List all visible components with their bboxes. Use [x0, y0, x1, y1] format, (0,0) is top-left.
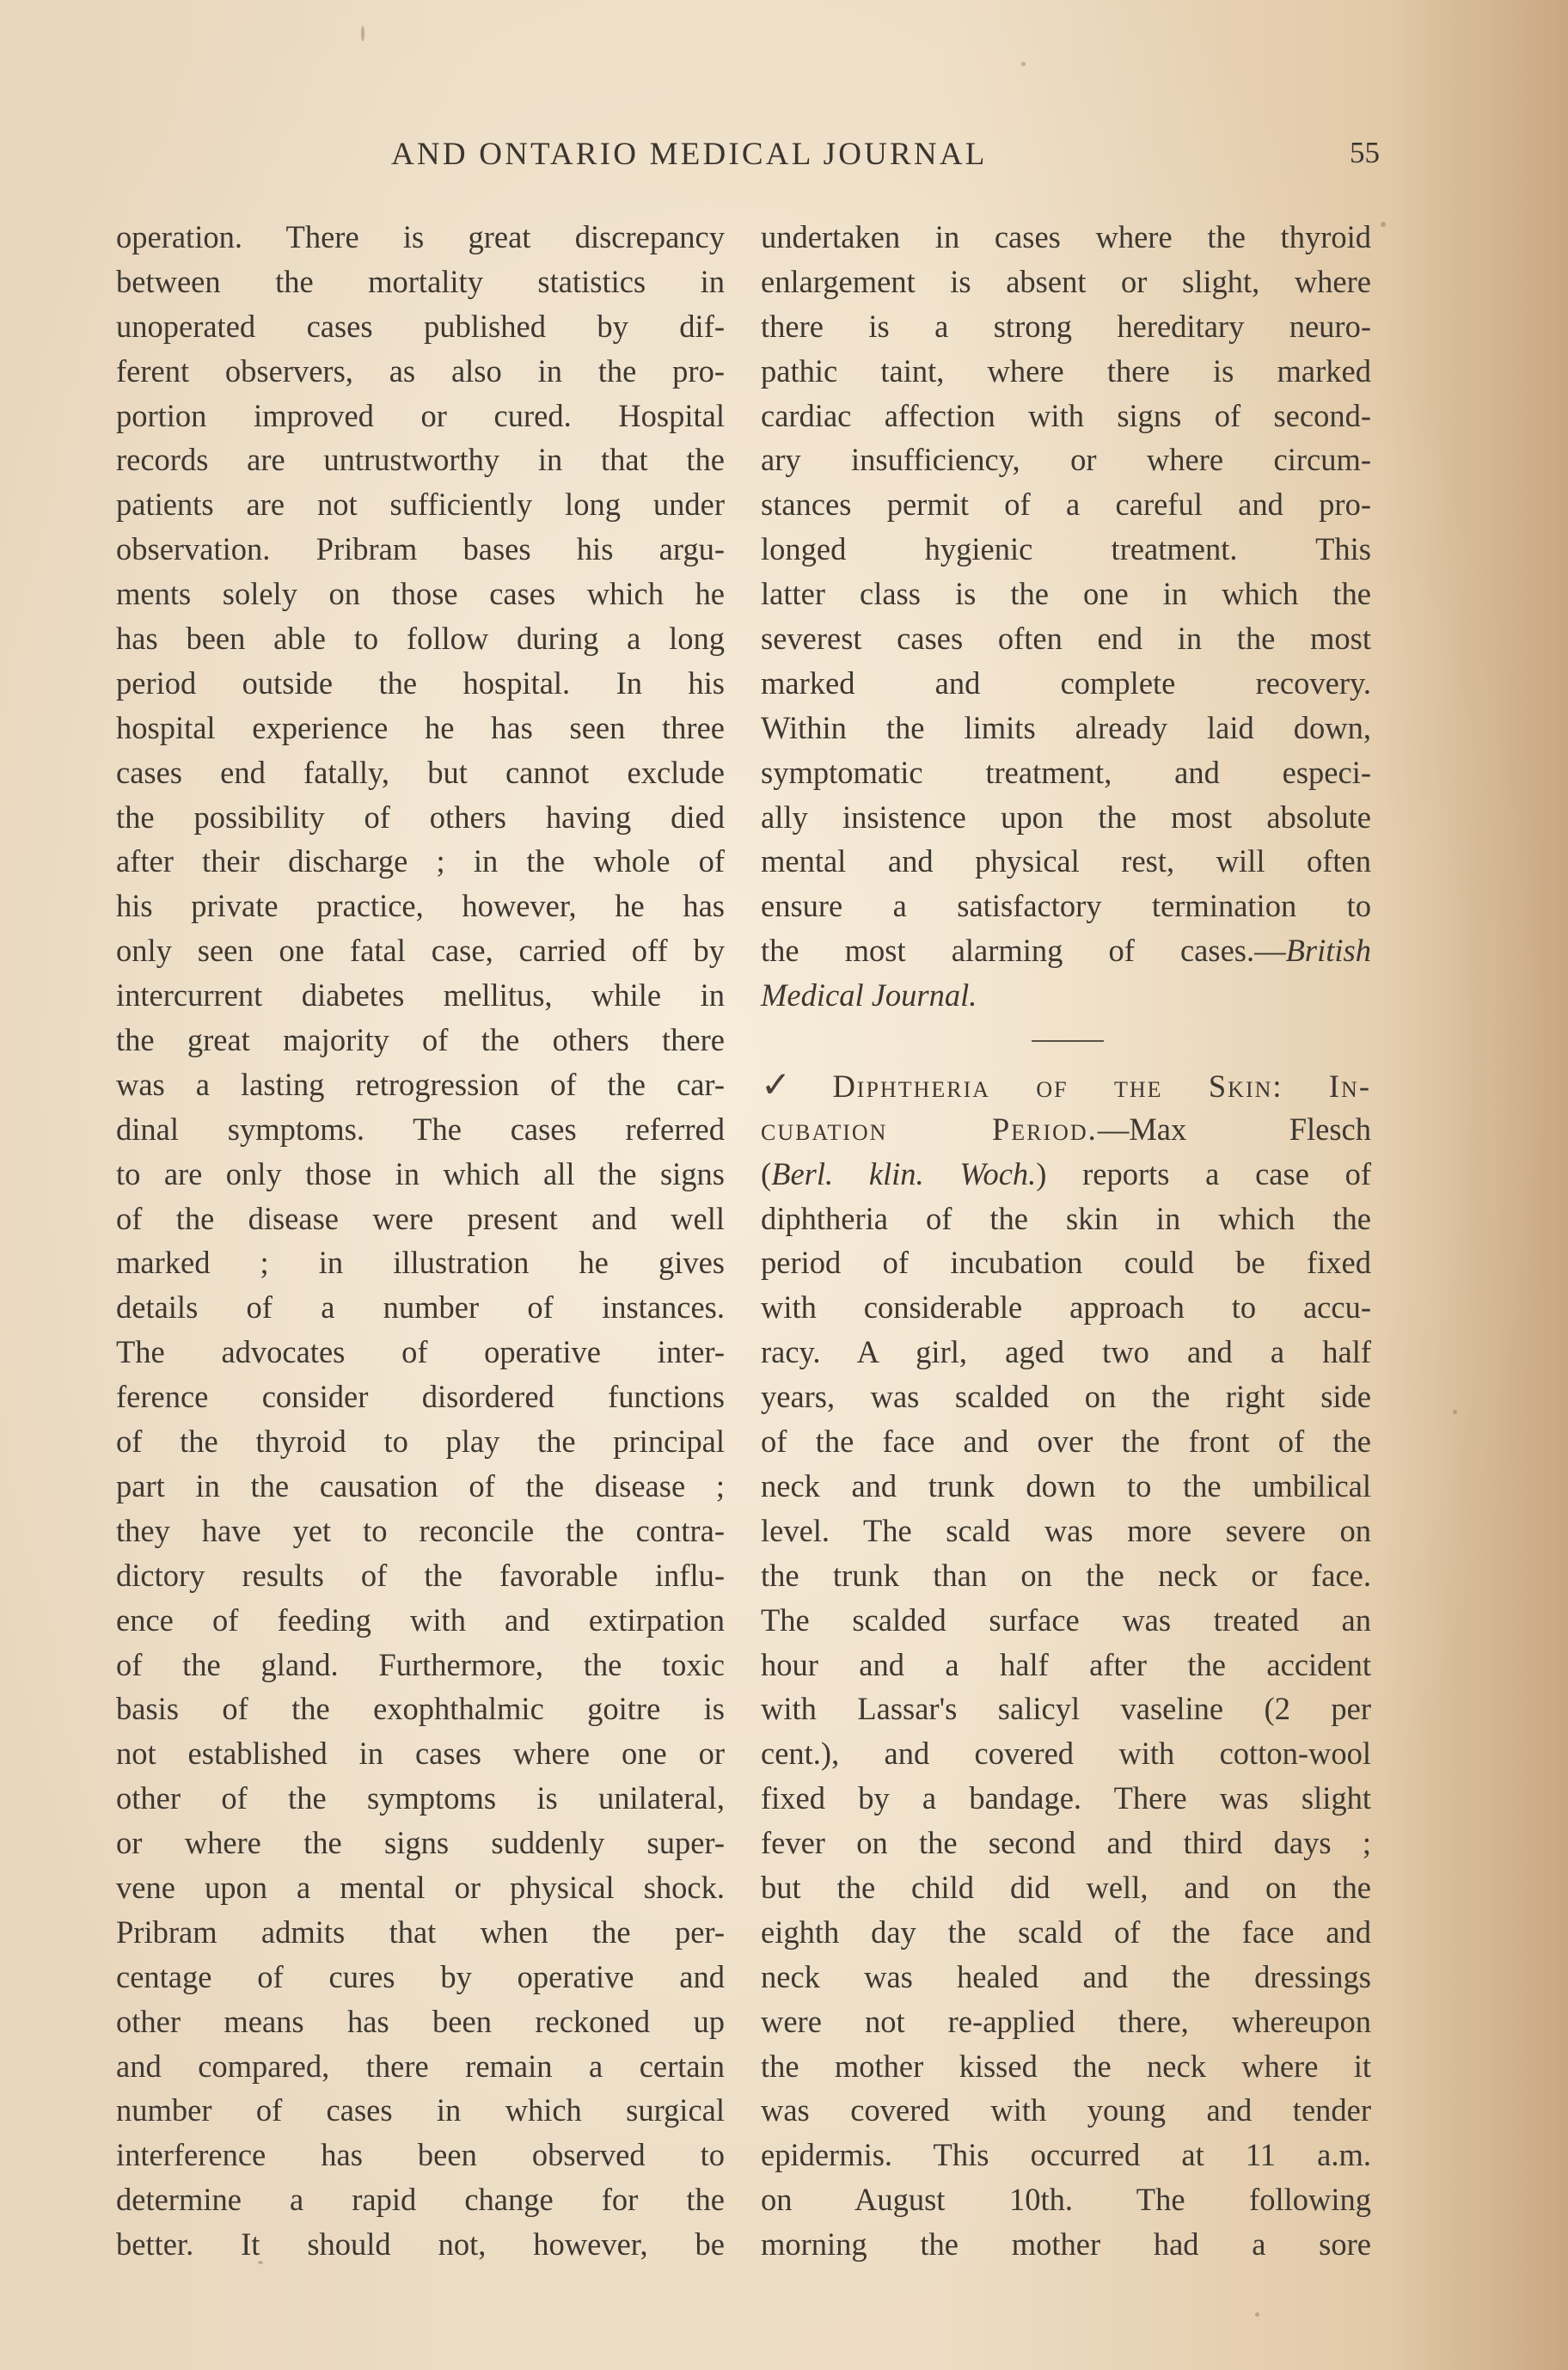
text-line: fixed by a bandage. There was slight — [761, 1780, 1371, 1816]
section-divider — [761, 1018, 1371, 1063]
text-line: ally insistence upon the most absolute — [761, 799, 1371, 835]
text-line: marked ; in illustration he gives — [116, 1245, 725, 1281]
paper-speck — [361, 26, 364, 41]
text-line: with Lassar's salicyl vaseline (2 per — [761, 1691, 1371, 1727]
text-line: enlargement is absent or slight, where — [761, 263, 1371, 299]
text-line: The advocates of operative inter- — [116, 1334, 725, 1370]
text-line: the possibility of others having died — [116, 799, 725, 835]
text-line: records are untrustworthy in that the — [116, 442, 725, 478]
article-title: Diphtheria of the Skin: In- — [832, 1068, 1371, 1104]
text-line: cases end fatally, but cannot exclude — [116, 754, 725, 790]
citation-source-end: Medical Journal. — [761, 977, 977, 1014]
text-line: fever on the second and third days ; — [761, 1825, 1371, 1861]
right-column — [761, 215, 1371, 2267]
text-line: stances permit of a careful and pro- — [761, 487, 1371, 523]
text-line: determine a rapid change for the — [116, 2182, 725, 2218]
text-line: centage of cures by operative and — [116, 1958, 725, 1994]
text-line: only seen one fatal case, carried off by — [116, 933, 725, 969]
text-line: portion improved or cured. Hospital — [116, 397, 725, 433]
text-line: better. It should not, however, be — [116, 2226, 725, 2263]
text-line: severest cases often end in the most — [761, 621, 1371, 657]
text-line: after their discharge ; in the whole of — [116, 843, 725, 879]
text-line: latter class is the one in which the — [761, 576, 1371, 612]
text-line: neck was healed and the dressings — [761, 1958, 1371, 1994]
text-line: they have yet to reconcile the contra- — [116, 1512, 725, 1548]
text-line: was a lasting retrogression of the car- — [116, 1066, 725, 1102]
text-line: racy. A girl, aged two and a half — [761, 1334, 1371, 1370]
paren-open: ( — [761, 1155, 772, 1191]
page-header — [391, 136, 1380, 181]
text-line: longed hygienic treatment. This — [761, 531, 1371, 567]
text-line: the most alarming of cases. — [761, 933, 1255, 969]
citation-source: British — [1285, 933, 1371, 969]
text-line: vene upon a mental or physical shock. — [116, 1869, 725, 1905]
text-line: unoperated cases published by dif- — [116, 308, 725, 344]
divider-rule — [1032, 1040, 1104, 1042]
text-line: of the gland. Furthermore, the toxic — [116, 1646, 725, 1682]
text-line: years, was scalded on the right side — [761, 1379, 1371, 1415]
text-line: other of the symptoms is unilateral, — [116, 1780, 725, 1816]
text-line: pathic taint, where there is marked — [761, 352, 1371, 389]
text-line: mental and physical rest, will often — [761, 843, 1371, 879]
text-line: the mother kissed the neck where it — [761, 2048, 1371, 2084]
text-line: part in the causation of the disease ; — [116, 1467, 725, 1503]
text-line: number of cases in which surgical — [116, 2092, 725, 2128]
text-line: ference consider disordered functions — [116, 1379, 725, 1415]
text-line: hospital experience he has seen three — [116, 709, 725, 745]
article-title-cont: cubation Period. — [761, 1111, 1098, 1147]
text-line: ensure a satisfactory termination to — [761, 888, 1371, 924]
text-line: or where the signs suddenly super- — [116, 1825, 725, 1861]
text-line: has been able to follow during a long — [116, 621, 725, 657]
text-line: level. The scald was more severe on — [761, 1512, 1371, 1548]
text-line: Within the limits already laid down, — [761, 709, 1371, 745]
text-line: morning the mother had a sore — [761, 2226, 1371, 2263]
source-line — [761, 1152, 1371, 1197]
article-heading-line — [761, 1063, 1371, 1107]
text-line: eighth day the scald of the face and — [761, 1914, 1371, 1950]
citation-line — [761, 928, 1371, 973]
text-line: intercurrent diabetes mellitus, while in — [116, 977, 725, 1014]
text-line: of the face and over the front of the — [761, 1424, 1371, 1460]
source-text: ) reports a case of — [1036, 1155, 1371, 1191]
text-line: observation. Pribram bases his argu- — [116, 531, 725, 567]
text-line: marked and complete recovery. — [761, 664, 1371, 701]
article-author: Max Flesch — [1129, 1111, 1372, 1147]
text-line: epidermis. This occurred at 11 a.m. — [761, 2137, 1371, 2173]
journal-source: Berl. klin. Woch. — [771, 1155, 1037, 1191]
text-line: of the thyroid to play the principal — [116, 1424, 725, 1460]
citation-dash: — — [1254, 933, 1286, 969]
text-line: was covered with young and tender — [761, 2092, 1371, 2128]
text-line: on August 10th. The following — [761, 2182, 1371, 2218]
text-line: were not re-applied there, whereupon — [761, 2003, 1371, 2039]
running-title: AND ONTARIO MEDICAL JOURNAL — [391, 137, 988, 172]
text-line: the great majority of the others there — [116, 1022, 725, 1058]
text-line: but the child did well, and on the — [761, 1869, 1371, 1905]
text-line: dinal symptoms. The cases referred — [116, 1111, 725, 1147]
text-line: cent.), and covered with cotton-wool — [761, 1736, 1371, 1772]
text-line: diphtheria of the skin in which the — [761, 1200, 1371, 1236]
text-line: interference has been observed to — [116, 2137, 725, 2173]
text-line: The scalded surface was treated an — [761, 1601, 1371, 1638]
text-line: period outside the hospital. In his — [116, 664, 725, 701]
paper-speck — [1021, 62, 1026, 66]
text-line: Pribram admits that when the per- — [116, 1914, 725, 1950]
text-line: between the mortality statistics in — [116, 263, 725, 299]
text-line: symptomatic treatment, and especi- — [761, 754, 1371, 790]
text-line: neck and trunk down to the umbilical — [761, 1467, 1371, 1503]
text-line: ferent observers, as also in the pro- — [116, 352, 725, 389]
check-mark-icon: ✓ — [761, 1063, 828, 1105]
text-line: other means has been reckoned up — [116, 2003, 725, 2039]
paper-speck — [1381, 222, 1386, 227]
text-line: operation. There is great discrepancy — [116, 219, 725, 254]
paper-speck — [1255, 2312, 1259, 2317]
text-line: with considerable approach to accu- — [761, 1289, 1371, 1326]
article-heading-line — [761, 1107, 1371, 1152]
text-line: hour and a half after the accident — [761, 1646, 1371, 1682]
left-column — [116, 215, 725, 2267]
text-line: the trunk than on the neck or face. — [761, 1557, 1371, 1593]
text-line: cardiac affection with signs of second- — [761, 397, 1371, 433]
text-line: and compared, there remain a certain — [116, 2048, 725, 2084]
text-line: of the disease were present and well — [116, 1200, 725, 1236]
title-dash: — — [1097, 1111, 1130, 1147]
text-line: undertaken in cases where the thyroid — [761, 219, 1371, 254]
text-line: ary insufficiency, or where circum- — [761, 442, 1371, 478]
text-line: basis of the exophthalmic goitre is — [116, 1691, 725, 1727]
page-number: 55 — [1350, 136, 1380, 169]
text-line: to are only those in which all the signs — [116, 1155, 725, 1191]
paper-speck — [1453, 1410, 1457, 1414]
text-line: period of incubation could be fixed — [761, 1245, 1371, 1281]
text-line: details of a number of instances. — [116, 1289, 725, 1326]
text-line: there is a strong hereditary neuro- — [761, 308, 1371, 344]
text-line: dictory results of the favorable influ- — [116, 1557, 725, 1593]
text-line: ence of feeding with and extirpation — [116, 1601, 725, 1638]
text-line: not established in cases where one or — [116, 1736, 725, 1772]
text-line: ments solely on those cases which he — [116, 576, 725, 612]
text-line: patients are not sufficiently long under — [116, 487, 725, 523]
text-line: his private practice, however, he has — [116, 888, 725, 924]
